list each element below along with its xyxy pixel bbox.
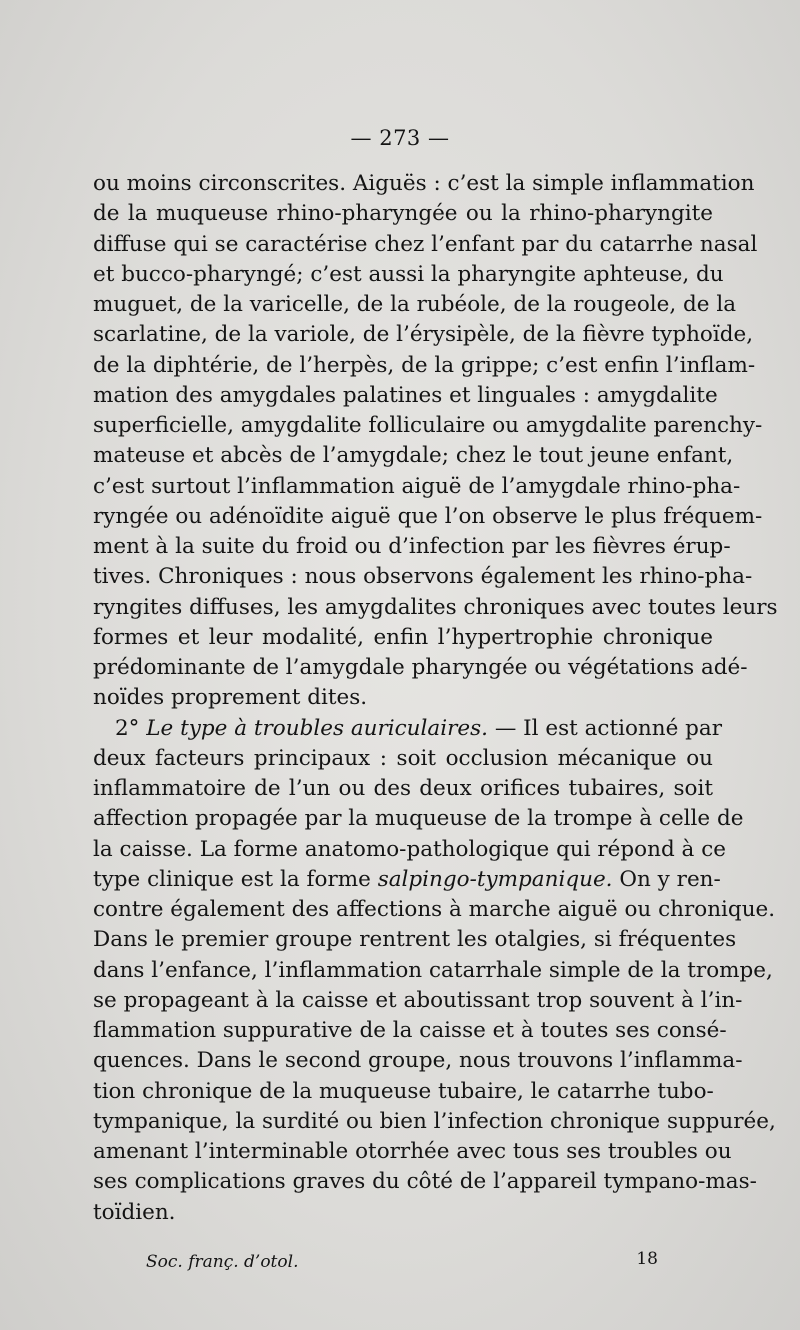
text-line: flammation suppurative de la caisse et à toutes ses consé- — [93, 1018, 727, 1043]
body-text — [93, 169, 778, 1228]
text-line: inflammatoire de l’un ou des deux orifices tubaires, soit — [93, 776, 713, 801]
text-line: formes et leur modalité, enfin l’hypertrophie chronique — [93, 624, 713, 650]
text-line: affection propagée par la muqueuse de la trompe à celle de — [93, 806, 744, 832]
italic-line-pre: type clinique est la forme — [93, 866, 371, 892]
text-line: ses complications graves du côté de l’appareil tympano-mas- — [93, 1169, 757, 1195]
text-line: diffuse qui se caractérise chez l’enfant par du catarrhe nasal — [93, 231, 758, 257]
text-line: de la muqueuse rhino-pharyngée ou la rhino-pharyngite — [93, 201, 713, 227]
text-line: muguet, de la varicelle, de la rubéole, de la rougeole, de la — [93, 292, 737, 317]
text-line: contre également des affections à marche aiguë ou chronique. — [93, 897, 776, 922]
text-line: se propageant à la caisse et aboutissant trop souvent à l’in- — [93, 987, 743, 1013]
text-line: et bucco-pharyngé; c’est aussi la pharyngite aphteuse, du — [93, 261, 724, 287]
text-line: Dans le premier groupe rentrent les otalgies, si fréquentes — [93, 927, 737, 953]
text-line: deux facteurs principaux : soit occlusion mécanique ou — [93, 745, 713, 771]
text-line: prédominante de l’amygdale pharyngée ou végétations adé- — [93, 655, 748, 680]
section-number: 2° — [115, 715, 140, 741]
italic-term: salpingo-tympanique. — [377, 866, 613, 892]
text-line-italic — [93, 865, 721, 895]
text-line: ou moins circonscrites. Aiguës : c’est la simple inflammation — [93, 171, 755, 196]
paragraph-2 — [93, 714, 776, 1228]
section-first-line-rest: — Il est actionné par — [494, 715, 723, 741]
text-line: quences. Dans le second groupe, nous trouvons l’inflamma- — [93, 1048, 743, 1074]
text-line: mateuse et abcès de l’amygdale; chez le tout jeune enfant, — [93, 443, 734, 469]
footer-journal: Soc. franç. d’otol. — [146, 1252, 299, 1272]
paragraph-2-part-a — [93, 744, 744, 865]
text-line: ment à la suite du froid ou d’infection par les fièvres érup- — [93, 534, 731, 559]
paragraph-1 — [93, 169, 778, 714]
text-line: tion chronique de la muqueuse tubaire, le catarrhe tubo- — [93, 1078, 714, 1104]
text-line: dans l’enfance, l’inflammation catarrhale simple de la trompe, — [93, 957, 773, 983]
text-line: de la diphtérie, de l’herpès, de la grippe; c’est enfin l’inflam- — [93, 352, 756, 378]
section-title: Le type à troubles auriculaires. — [146, 715, 488, 741]
text-line: amenant l’interminable otorrhée avec tous ses troubles ou — [93, 1139, 732, 1164]
text-line: ryngites diffuses, les amygdalites chroniques avec toutes leurs — [93, 594, 778, 620]
text-line: superficielle, amygdalite folliculaire ou amygdalite parenchy- — [93, 413, 763, 438]
text-line: tives. Chroniques : nous observons également les rhino-pha- — [93, 564, 753, 590]
text-line: la caisse. La forme anatomo-pathologique qui répond à ce — [93, 836, 726, 862]
text-line: mation des amygdales palatines et linguales : amygdalite — [93, 382, 718, 408]
italic-line-post: On y ren- — [619, 866, 721, 892]
paragraph-2-part-b — [93, 895, 776, 1228]
text-line: c’est surtout l’inflammation aiguë de l’amygdale rhino-pha- — [93, 473, 741, 499]
page-number: — 273 — — [350, 126, 450, 150]
footer-signature: 18 — [636, 1249, 658, 1269]
text-line: toïdien. — [93, 1199, 176, 1225]
text-line: tympanique, la surdité ou bien l’infection chronique suppurée, — [93, 1108, 776, 1134]
text-line: noïdes proprement dites. — [93, 685, 368, 711]
section-2-heading-line — [93, 714, 723, 744]
text-line: ryngée ou adénoïdite aiguë que l’on observe le plus fréquem- — [93, 503, 763, 529]
text-line: scarlatine, de la variole, de l’érysipèle, de la fièvre typhoïde, — [93, 322, 754, 348]
